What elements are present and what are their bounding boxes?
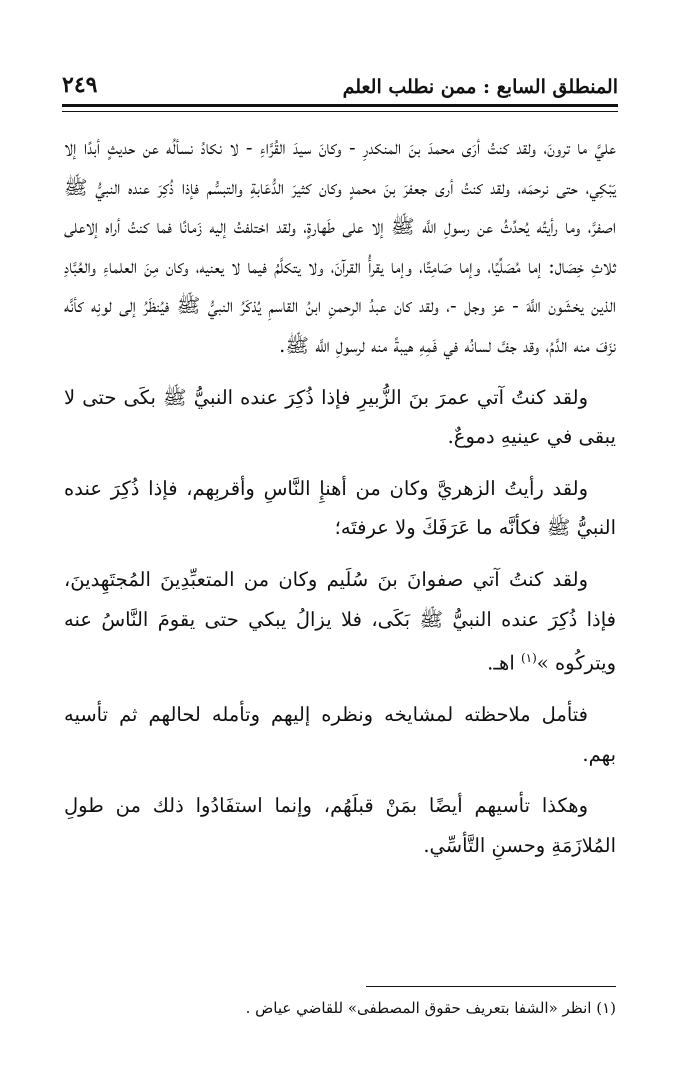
main-text <box>64 128 616 878</box>
footnote-number: (١) <box>596 999 616 1017</box>
header-rule-thin <box>62 111 618 112</box>
header-rule-thick <box>62 104 618 107</box>
paragraph: وهكذا تأسيهم أيضًا بمَنْ قبلَهُم، وإنما استفَادُوا ذلك من طولِ المُلازَمَةِ وحسنِ التَّأسِّي. <box>64 794 616 857</box>
page-number: ٢٤٩ <box>62 72 98 98</box>
footnote-reference[interactable]: (١) <box>520 651 537 666</box>
paragraph-text: ولقد كنتُ آتي صفوانَ بنَ سُلَيم وكان من المتعبِّدِينَ المُجتَهِدينَ، فإذا ذُكِرَ عنده النبيُّ ﷺ بَكَى، فلا يزالُ يبكي حتى يقومَ النَّاسُ عنه ويتركُوه <box>64 567 616 675</box>
quote-close: » <box>536 651 549 675</box>
chapter-title: المنطلق السابع : ممن نطلب العلم <box>342 76 618 98</box>
quote-suffix: اهـ. <box>487 651 515 675</box>
paragraph: عليَّ ما ترونَ، ولقد كنتُ أرَى محمدَ بنَ المنكدرِ - وكانَ سيدَ القُرَّاءِ - لا نكادُ نسألُه عن حديثٍ أبدًا إلا يَبْكِي، حتى نرحمَه، ولقد كنتُ أرى جعفرَ بنَ محمدٍ وكان كثيرَ الدُّعَابةِ والتبسُّم فإذا ذُكِرَ عنده النبيُّ ﷺ اصفرَّ، وما رأيتُه يُحدِّثُ عن رسولِ اللَّه ﷺ إلا على طَهارةٍ، ولقد اختلفتُ إليه زَمانًا فما كنتُ أراه إلاعلى ثلاثِ خِصَال: إما مُصَلِّيًا، وإما صَامِتًا، وإما يقرأُ القرآنَ، ولا يتكلَّمُ فيما لا يعنيه، وكان مِنَ العلماءِ والعُبَّادِ الذين يخشَون اللَّهَ - عز وجل -، ولقد كان عبدُ الرحمنِ ابنُ القاسمِ يُذكَرُ النبيُّ ﷺ فيُنظَرُ إلى لونِه كأنَّه نزَفَ منه الدَّمُ، وقد جفَّ لسانُه في فَمِهِ هيبةً منه لرسولِ اللَّه ﷺ. <box>64 136 616 357</box>
paragraph: ولقد كنتُ آتي عمرَ بنَ الزُّبيرِ فإذا ذُكِرَ عنده النبيُّ ﷺ بكَى حتى لا يبقى في عينيهِ دموعٌ. <box>64 385 616 449</box>
running-header <box>62 62 618 98</box>
paragraph: فتأمل ملاحظته لمشايخه ونظره إليهم وتأمله لحالهم ثم تأسيه بهم. <box>64 703 616 766</box>
paragraph <box>64 560 616 683</box>
paragraph: ولقد رأيتُ الزهريَّ وكان من أهنإِ النَّاسِ وأقربِهم، فإذا ذُكِرَ عنده النبيُّ ﷺ فكأنَّه ما عَرَفَكَ ولا عرفتَه؛ <box>64 476 616 540</box>
footnote <box>64 996 616 1020</box>
footnote-text: انظر «الشفا بتعريف حقوق المصطفى» للقاضي عياض . <box>245 999 592 1017</box>
footnote-separator <box>366 986 616 987</box>
